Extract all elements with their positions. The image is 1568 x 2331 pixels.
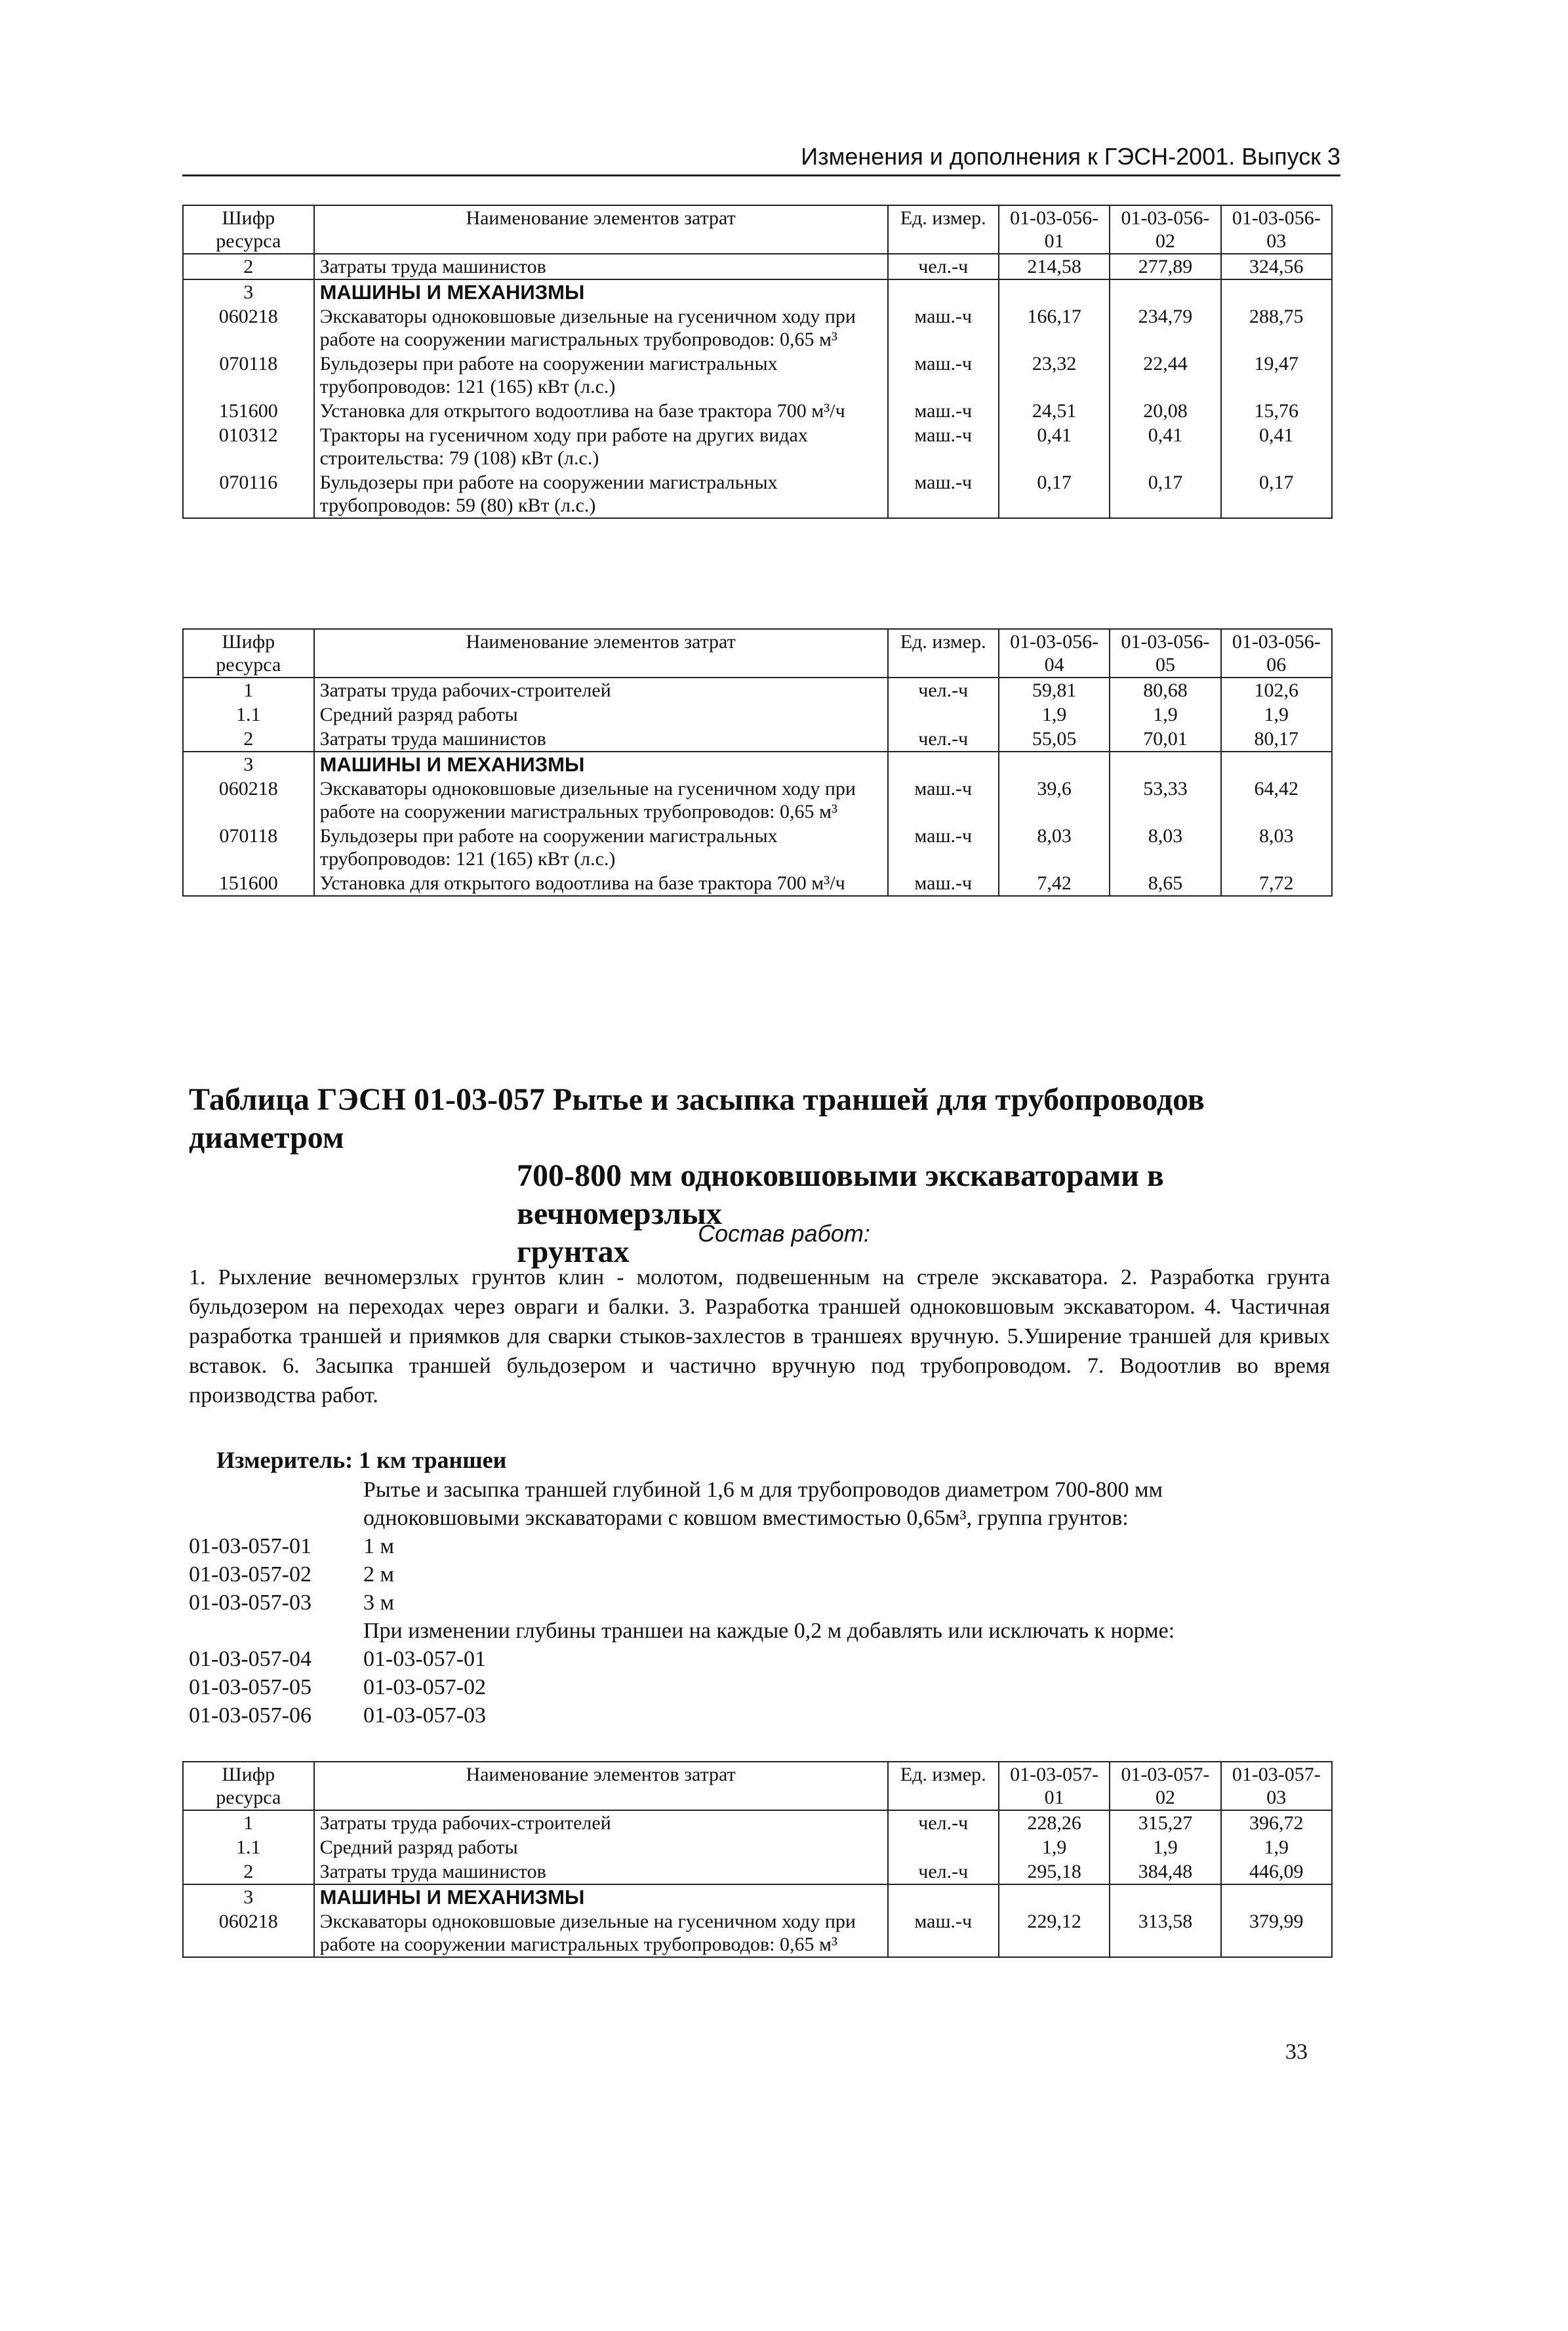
row-unit: маш.-ч <box>888 824 999 871</box>
row-code: 070118 <box>183 824 314 871</box>
row-value-2 <box>1110 752 1220 777</box>
param-item <box>189 1532 1343 1560</box>
row-value-2: 53,33 <box>1110 777 1220 824</box>
param-item <box>189 1645 1343 1673</box>
table-row <box>183 1810 1332 1835</box>
table-row <box>183 423 1332 470</box>
row-value-3: 80,17 <box>1221 727 1332 752</box>
row-name: Затраты труда машинистов <box>314 1859 888 1884</box>
row-unit: маш.-ч <box>888 1909 999 1957</box>
row-value-2: 0,41 <box>1110 423 1220 470</box>
row-value-1: 0,17 <box>999 470 1110 518</box>
row-value-2: 1,9 <box>1110 702 1220 727</box>
col-header-name: Наименование элементов затрат <box>314 629 888 678</box>
running-header: Изменения и дополнения к ГЭСН-2001. Выпуск 3 <box>182 143 1340 176</box>
row-value-3: 446,09 <box>1221 1859 1332 1884</box>
param-text: 01-03-057-01 <box>363 1647 486 1671</box>
table-title-line-1: Таблица ГЭСН 01-03-057 Рытье и засыпка траншей для трубопроводов диаметром <box>189 1082 1205 1155</box>
row-value-1: 1,9 <box>999 1835 1110 1859</box>
row-value-3: 1,9 <box>1221 702 1332 727</box>
param-text: 1 м <box>363 1534 395 1558</box>
param-text: 01-03-057-02 <box>363 1675 486 1699</box>
param-text: 3 м <box>363 1591 395 1615</box>
row-name: Установка для открытого водоотлива на базе трактора 700 м³/ч <box>314 399 888 423</box>
col-header-norm-3: 01-03-056-03 <box>1221 205 1332 254</box>
row-code: 1.1 <box>183 1835 314 1859</box>
row-value-2: 234,79 <box>1110 304 1220 352</box>
row-unit <box>888 752 999 777</box>
row-name: Затраты труда рабочих-строителей <box>314 678 888 702</box>
row-value-3: 7,72 <box>1221 871 1332 896</box>
row-value-1 <box>999 1884 1110 1909</box>
table-row <box>183 752 1332 777</box>
row-code: 3 <box>183 1884 314 1909</box>
row-code: 3 <box>183 752 314 777</box>
row-code: 060218 <box>183 304 314 352</box>
row-value-2: 20,08 <box>1110 399 1220 423</box>
table-row <box>183 1835 1332 1859</box>
row-value-3: 102,6 <box>1221 678 1332 702</box>
param-code: 01-03-057-04 <box>189 1647 312 1671</box>
section-title: МАШИНЫ И МЕХАНИЗМЫ <box>314 1884 888 1909</box>
param-text: 2 м <box>363 1562 395 1587</box>
param-code: 01-03-057-02 <box>189 1562 312 1587</box>
row-value-3: 0,17 <box>1221 470 1332 518</box>
works-heading: Состав работ: <box>698 1220 870 1247</box>
table-row <box>183 304 1332 352</box>
param-intro-2: одноковшовыми экскаваторами с ковшом вместимостью 0,65м³, группа грунтов: <box>363 1506 1129 1530</box>
row-value-2: 277,89 <box>1110 254 1220 279</box>
row-value-1: 8,03 <box>999 824 1110 871</box>
row-name: Бульдозеры при работе на сооружении магистральных трубопроводов: 59 (80) кВт (л.с.) <box>314 470 888 518</box>
row-code: 1 <box>183 1810 314 1835</box>
row-value-3: 15,76 <box>1221 399 1332 423</box>
table-row <box>183 1884 1332 1909</box>
row-value-2: 0,17 <box>1110 470 1220 518</box>
param-item <box>189 1560 1343 1589</box>
col-header-unit: Ед. измер. <box>888 1762 999 1810</box>
row-code: 2 <box>183 254 314 279</box>
table-row <box>183 824 1332 871</box>
row-value-1: 0,41 <box>999 423 1110 470</box>
row-code: 3 <box>183 279 314 304</box>
table-row <box>183 777 1332 824</box>
row-value-2: 315,27 <box>1110 1810 1220 1835</box>
row-unit: маш.-ч <box>888 871 999 896</box>
row-value-2: 384,48 <box>1110 1859 1220 1884</box>
table-row <box>183 399 1332 423</box>
row-value-3: 8,03 <box>1221 824 1332 871</box>
resource-table-056-04-06 <box>182 628 1333 897</box>
col-header-norm-3: 01-03-056-06 <box>1221 629 1332 678</box>
param-item <box>189 1589 1343 1617</box>
row-name: Бульдозеры при работе на сооружении магистральных трубопроводов: 121 (165) кВт (л.с.) <box>314 352 888 399</box>
row-value-2 <box>1110 1884 1220 1909</box>
param-item <box>189 1701 1343 1730</box>
row-value-3 <box>1221 1884 1332 1909</box>
col-header-norm-3: 01-03-057-03 <box>1221 1762 1332 1810</box>
col-header-norm-1: 01-03-056-01 <box>999 205 1110 254</box>
row-unit: маш.-ч <box>888 304 999 352</box>
col-header-norm-2: 01-03-057-02 <box>1110 1762 1220 1810</box>
section-title: МАШИНЫ И МЕХАНИЗМЫ <box>314 279 888 304</box>
row-code: 1.1 <box>183 702 314 727</box>
row-value-1: 229,12 <box>999 1909 1110 1957</box>
table-row <box>183 279 1332 304</box>
row-unit: маш.-ч <box>888 399 999 423</box>
row-value-1: 1,9 <box>999 702 1110 727</box>
col-header-unit: Ед. измер. <box>888 629 999 678</box>
row-value-3: 379,99 <box>1221 1909 1332 1957</box>
row-unit <box>888 702 999 727</box>
section-title: МАШИНЫ И МЕХАНИЗМЫ <box>314 752 888 777</box>
col-header-code: Шифр ресурса <box>183 1762 314 1810</box>
row-value-2: 8,03 <box>1110 824 1220 871</box>
row-value-1: 24,51 <box>999 399 1110 423</box>
table-header-row <box>183 1762 1332 1810</box>
row-unit: чел.-ч <box>888 678 999 702</box>
table-row <box>183 470 1332 518</box>
row-code: 151600 <box>183 399 314 423</box>
works-description: 1. Рыхление вечномерзлых грунтов клин - молотом, подвешенным на стреле экскаватора. 2. Разработка грунта бульдозером на переходах через овраги и балки. 3. Разработка траншей одноковшовым экскаватором. 4. Частичная разработка траншей и приямков для сварки стыков-захлестов в траншеях вручную. 5.Уширение траншей для кривых вставок. 6. Засыпка траншей бульдозером и частично вручную под трубопроводом. 7. Водоотлив во время производства работ. <box>189 1265 1330 1408</box>
col-header-code: Шифр ресурса <box>183 629 314 678</box>
param-note-row <box>189 1617 1343 1645</box>
col-header-name: Наименование элементов затрат <box>314 1762 888 1810</box>
param-intro-row <box>189 1476 1343 1504</box>
norm-parameters <box>189 1476 1343 1730</box>
row-value-3 <box>1221 752 1332 777</box>
param-note: При изменении глубины траншеи на каждые 0,2 м добавлять или исключать к норме: <box>363 1619 1175 1643</box>
row-code: 2 <box>183 1859 314 1884</box>
row-code: 1 <box>183 678 314 702</box>
table-row <box>183 871 1332 896</box>
row-unit: чел.-ч <box>888 727 999 752</box>
row-unit: чел.-ч <box>888 1859 999 1884</box>
row-name: Тракторы на гусеничном ходу при работе на других видах строительства: 79 (108) кВт (л.с.) <box>314 423 888 470</box>
row-value-3: 0,41 <box>1221 423 1332 470</box>
resource-table-056-01-03 <box>182 205 1333 519</box>
row-code: 151600 <box>183 871 314 896</box>
row-unit: чел.-ч <box>888 254 999 279</box>
param-code: 01-03-057-03 <box>189 1591 312 1615</box>
row-value-1 <box>999 279 1110 304</box>
row-value-3: 396,72 <box>1221 1810 1332 1835</box>
row-code: 060218 <box>183 777 314 824</box>
row-value-3: 64,42 <box>1221 777 1332 824</box>
row-value-1: 23,32 <box>999 352 1110 399</box>
row-value-1: 166,17 <box>999 304 1110 352</box>
col-header-name: Наименование элементов затрат <box>314 205 888 254</box>
row-name: Установка для открытого водоотлива на базе трактора 700 м³/ч <box>314 871 888 896</box>
resource-table-057-01-03 <box>182 1761 1333 1958</box>
row-value-1: 295,18 <box>999 1859 1110 1884</box>
row-value-3: 1,9 <box>1221 1835 1332 1859</box>
row-value-2 <box>1110 279 1220 304</box>
row-name: Экскаваторы одноковшовые дизельные на гусеничном ходу при работе на сооружении магистральных трубопроводов: 0,65 м³ <box>314 777 888 824</box>
table-header-row <box>183 629 1332 678</box>
row-name: Затраты труда машинистов <box>314 727 888 752</box>
row-value-1: 39,6 <box>999 777 1110 824</box>
col-header-norm-2: 01-03-056-05 <box>1110 629 1220 678</box>
col-header-unit: Ед. измер. <box>888 205 999 254</box>
table-row <box>183 702 1332 727</box>
row-name: Бульдозеры при работе на сооружении магистральных трубопроводов: 121 (165) кВт (л.с.) <box>314 824 888 871</box>
row-name: Экскаваторы одноковшовые дизельные на гусеничном ходу при работе на сооружении магистральных трубопроводов: 0,65 м³ <box>314 1909 888 1957</box>
row-unit: маш.-ч <box>888 470 999 518</box>
table-row <box>183 254 1332 279</box>
measure-unit: Измеритель: 1 км траншеи <box>216 1447 507 1473</box>
row-unit <box>888 1835 999 1859</box>
row-name: Средний разряд работы <box>314 1835 888 1859</box>
row-value-3: 19,47 <box>1221 352 1332 399</box>
table-title-line-2: 700-800 мм одноковшовыми экскаваторами в вечномерзлых <box>517 1158 1164 1231</box>
col-header-norm-2: 01-03-056-02 <box>1110 205 1220 254</box>
row-code: 2 <box>183 727 314 752</box>
param-code: 01-03-057-05 <box>189 1675 312 1699</box>
row-value-3: 288,75 <box>1221 304 1332 352</box>
row-value-3 <box>1221 279 1332 304</box>
row-value-1: 59,81 <box>999 678 1110 702</box>
param-intro-1: Рытье и засыпка траншей глубиной 1,6 м для трубопроводов диаметром 700-800 мм <box>363 1478 1163 1502</box>
row-code: 060218 <box>183 1909 314 1957</box>
table-row <box>183 1909 1332 1957</box>
row-name: Затраты труда рабочих-строителей <box>314 1810 888 1835</box>
row-value-2: 1,9 <box>1110 1835 1220 1859</box>
row-value-1: 55,05 <box>999 727 1110 752</box>
row-unit <box>888 279 999 304</box>
table-row <box>183 1859 1332 1884</box>
row-value-2: 313,58 <box>1110 1909 1220 1957</box>
col-header-norm-1: 01-03-057-01 <box>999 1762 1110 1810</box>
row-code: 070118 <box>183 352 314 399</box>
row-unit <box>888 1884 999 1909</box>
row-value-2: 70,01 <box>1110 727 1220 752</box>
col-header-code: Шифр ресурса <box>183 205 314 254</box>
table-header-row <box>183 205 1332 254</box>
param-item <box>189 1673 1343 1701</box>
page-number: 33 <box>1285 2040 1308 2064</box>
table-title-line-3: грунтах <box>517 1234 630 1269</box>
row-value-2: 80,68 <box>1110 678 1220 702</box>
table-row <box>183 678 1332 702</box>
row-name: Экскаваторы одноковшовые дизельные на гусеничном ходу при работе на сооружении магистральных трубопроводов: 0,65 м³ <box>314 304 888 352</box>
row-value-1 <box>999 752 1110 777</box>
row-unit: маш.-ч <box>888 423 999 470</box>
param-code: 01-03-057-06 <box>189 1703 312 1728</box>
table-row <box>183 727 1332 752</box>
row-value-3: 324,56 <box>1221 254 1332 279</box>
row-value-1: 214,58 <box>999 254 1110 279</box>
col-header-norm-1: 01-03-056-04 <box>999 629 1110 678</box>
row-value-2: 8,65 <box>1110 871 1220 896</box>
row-value-2: 22,44 <box>1110 352 1220 399</box>
row-code: 070116 <box>183 470 314 518</box>
param-intro-row <box>189 1504 1343 1532</box>
row-unit: маш.-ч <box>888 352 999 399</box>
param-code: 01-03-057-01 <box>189 1534 312 1558</box>
row-code: 010312 <box>183 423 314 470</box>
row-unit: маш.-ч <box>888 777 999 824</box>
row-value-1: 228,26 <box>999 1810 1110 1835</box>
table-row <box>183 352 1332 399</box>
row-name: Затраты труда машинистов <box>314 254 888 279</box>
row-unit: чел.-ч <box>888 1810 999 1835</box>
row-value-1: 7,42 <box>999 871 1110 896</box>
row-name: Средний разряд работы <box>314 702 888 727</box>
param-text: 01-03-057-03 <box>363 1703 486 1728</box>
